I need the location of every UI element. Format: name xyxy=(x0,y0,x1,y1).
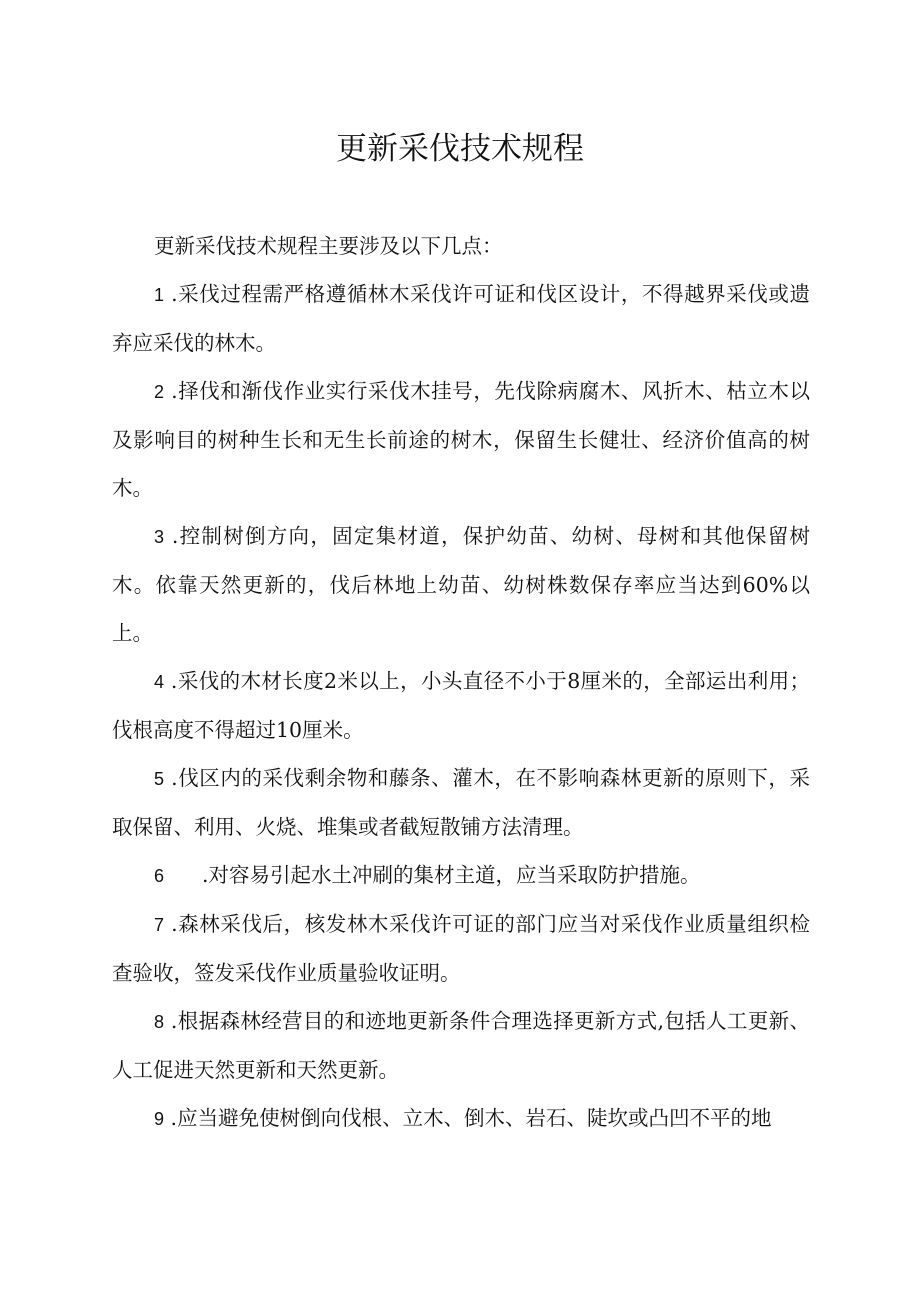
item-text: .森林采伐后，核发林木采伐许可证的部门应当对采伐作业质量组织检查验收，签发采伐作业质量验收证明。 xyxy=(112,912,810,985)
list-item xyxy=(112,851,810,900)
list-item xyxy=(112,270,810,367)
intro-paragraph: 更新采伐技术规程主要涉及以下几点： xyxy=(154,234,503,258)
item-number: 2 xyxy=(154,382,165,402)
item-text: .控制树倒方向，固定集材道，保护幼苗、幼树、母树和其他保留树木。依靠天然更新的，伐后林地上幼苗、幼树株数保存率应当达到60%以上。 xyxy=(112,524,810,645)
item-text: .对容易引起水土冲刷的集材主道，应当采取防护措施。 xyxy=(202,863,701,887)
document-title: 更新采伐技术规程 xyxy=(336,131,584,167)
item-number: 7 xyxy=(154,915,165,935)
item-number: 5 xyxy=(154,769,165,789)
item-text: .应当避免使树倒向伐根、立木、倒木、岩石、陡坎或凸凹不平的地 xyxy=(170,1106,772,1130)
item-text: .采伐的木材长度2米以上，小头直径不小于8厘米的，全部运出利用；伐根高度不得超过10厘米。 xyxy=(112,669,810,742)
list-item xyxy=(112,657,810,754)
list-item xyxy=(112,997,810,1094)
item-text: .伐区内的采伐剩余物和藤条、灌木，在不影响森林更新的原则下，采取保留、利用、火烧、堆集或者截短散铺方法清理。 xyxy=(112,766,810,839)
document-body xyxy=(112,222,810,1143)
item-text: .择伐和渐伐作业实行采伐木挂号，先伐除病腐木、风折木、枯立木以及影响目的树种生长和无生长前途的树木，保留生长健壮、经济价值高的树木。 xyxy=(112,379,810,500)
list-item xyxy=(112,512,810,657)
item-number: 1 xyxy=(154,285,165,305)
item-number: 8 xyxy=(154,1012,165,1032)
item-number: 6 xyxy=(154,866,165,886)
list-item xyxy=(112,754,810,851)
list-item xyxy=(112,367,810,512)
item-number: 4 xyxy=(154,672,165,692)
item-number: 3 xyxy=(154,527,165,547)
item-number: 9 xyxy=(154,1109,165,1129)
item-text: .根据森林经营目的和迹地更新条件合理选择更新方式,包括人工更新、人工促进天然更新和天然更新。 xyxy=(112,1009,810,1082)
list-item xyxy=(112,900,810,997)
item-text: .采伐过程需严格遵循林木采伐许可证和伐区设计，不得越界采伐或遗弃应采伐的林木。 xyxy=(112,282,810,355)
list-item xyxy=(112,1094,810,1143)
